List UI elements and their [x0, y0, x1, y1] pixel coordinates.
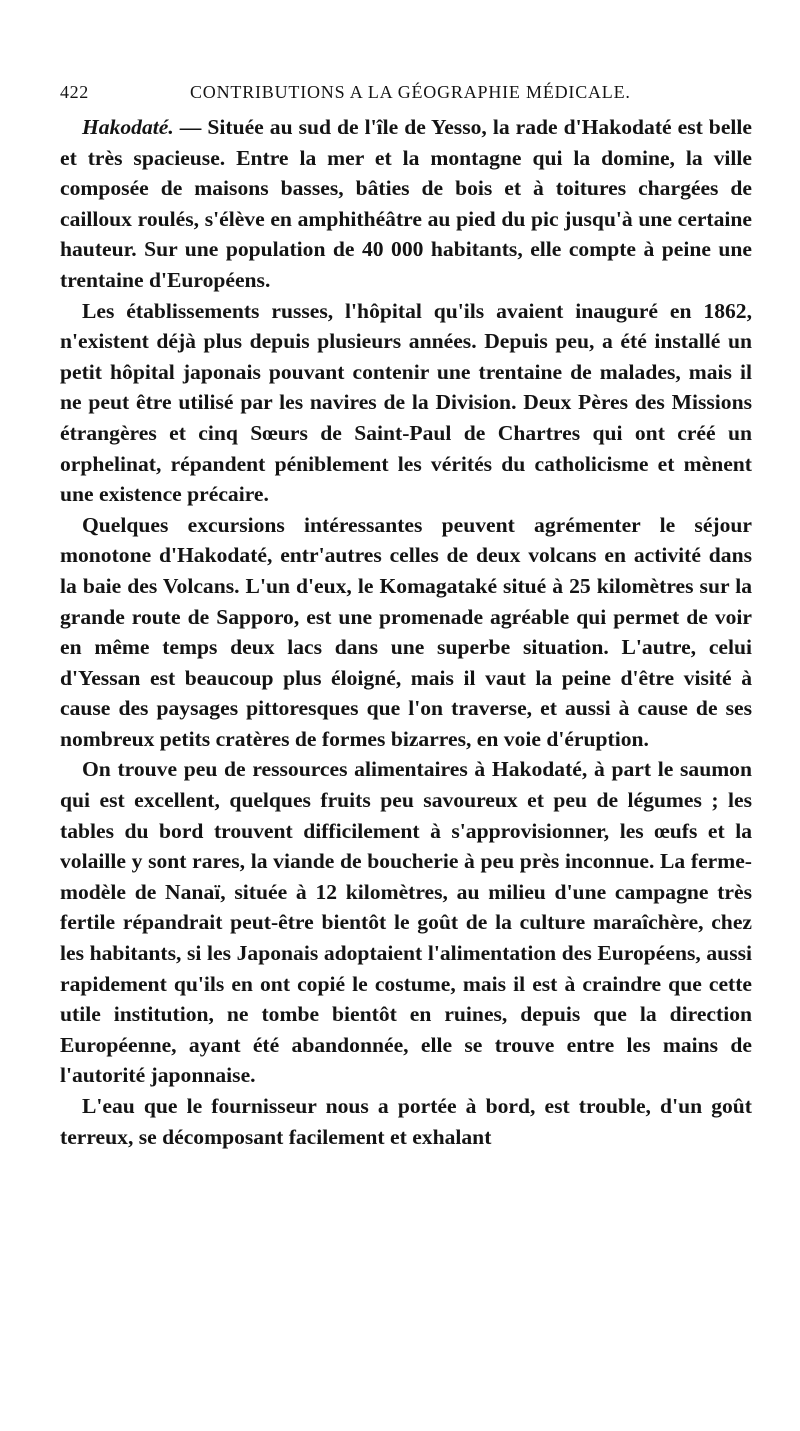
paragraph-hakodate-intro [60, 112, 752, 296]
paragraph-hakodate-text: — Située au sud de l'île de Yesso, la rade d'Hakodaté est belle et très spacieuse. Entre la mer et la montagne qui la domine, la ville composée de maisons basses, bâties de bois et à toitures chargées de cailloux roulés, s'élève en amphithéâtre au pied du pic jusqu'à une certaine hauteur. Sur une population de 40 000 habitants, elle compte à peine une trentaine d'Européens. [60, 115, 752, 292]
place-name-hakodate: Hakodaté. [82, 115, 174, 139]
paragraph-food-resources: On trouve peu de ressources alimentaires à Hakodaté, à part le saumon qui est excellent, quelques fruits peu savoureux et peu de légumes ; les tables du bord trouvent difficilement à s'approvisionner, les œufs et la volaille y sont rares, la viande de boucherie à peu près inconnue. La ferme-modèle de Nanaï, située à 12 kilomètres, au milieu d'une campagne très fertile répandrait peut-être bientôt le goût de la culture maraîchère, chez les habitants, si les Japonais adoptaient l'alimentation des Européens, aussi rapidement qu'ils en ont copié le costume, mais il est à craindre que cette utile institution, ne tombe bientôt en ruines, depuis que la direction Européenne, ayant été abandonnée, elle se trouve entre les mains de l'autorité japonnaise. [60, 757, 752, 1088]
paragraph-excursions: Quelques excursions intéressantes peuvent agrémenter le séjour monotone d'Hakodaté, entr'autres celles de deux volcans en activité dans la baie des Volcans. L'un d'eux, le Komagataké situé à 25 kilomètres sur la grande route de Sapporo, est une promenade agréable qui permet de voir en même temps deux lacs dans une superbe situation. L'autre, celui d'Yessan est beaucoup plus éloigné, mais il vaut la peine d'être visité à cause des paysages pittoresques que l'on traverse, et aussi à cause de ses nombreux petits cratères de formes bizarres, en voie d'éruption. [60, 512, 752, 751]
page-number: 422 [60, 82, 89, 102]
running-head [60, 82, 752, 112]
page [60, 82, 752, 1152]
paragraph-establishments: Les établissements russes, l'hôpital qu'ils avaient inauguré en 1862, n'existent déjà plus depuis plusieurs années. Depuis peu, a été installé un petit hôpital japonais pouvant contenir une trentaine de malades, mais il ne peut être utilisé par les navires de la Division. Deux Pères des Missions étrangères et cinq Sœurs de Saint-Paul de Chartres qui ont créé un orphelinat, répandent péniblement les vérités du catholicisme et mènent une existence précaire. [60, 298, 752, 507]
paragraph-water: L'eau que le fournisseur nous a portée à bord, est trouble, d'un goût terreux, se décomposant facilement et exhalant [60, 1094, 752, 1149]
header-title: CONTRIBUTIONS A LA GÉOGRAPHIE MÉDICALE. [190, 82, 631, 102]
